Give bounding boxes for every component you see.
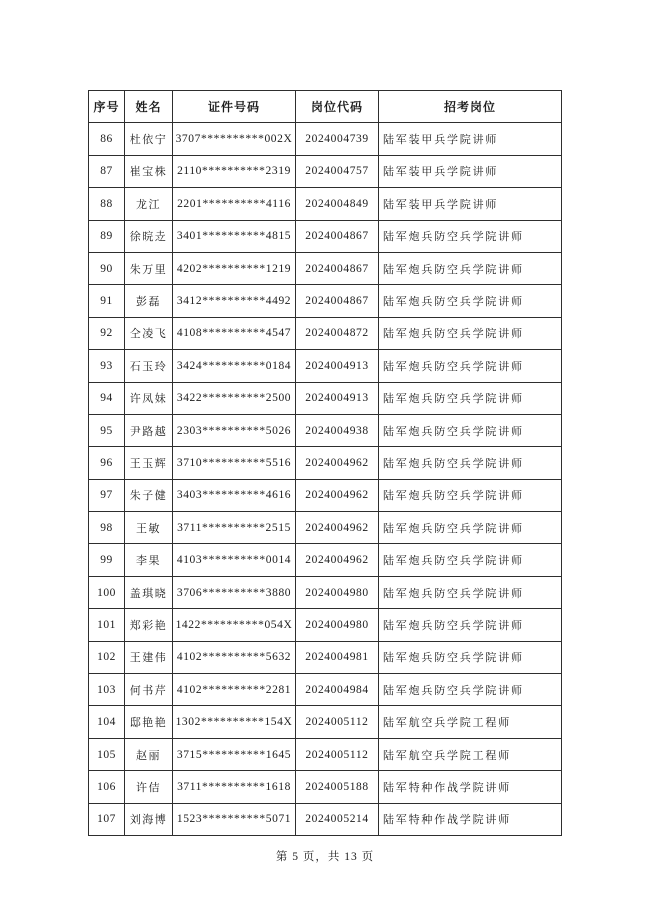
cell-name: 盖琪晓 <box>125 576 173 608</box>
table-row <box>89 317 562 349</box>
table-row <box>89 414 562 446</box>
cell-job-title: 陆军炮兵防空兵学院讲师 <box>379 479 562 511</box>
cell-name: 许佶 <box>125 771 173 803</box>
cell-name: 彭磊 <box>125 285 173 317</box>
column-header-job-title: 招考岗位 <box>379 91 562 123</box>
cell-serial: 93 <box>89 350 125 382</box>
cell-serial: 97 <box>89 479 125 511</box>
cell-job-code: 2024004757 <box>296 155 379 187</box>
cell-job-title: 陆军炮兵防空兵学院讲师 <box>379 317 562 349</box>
cell-name: 刘海博 <box>125 803 173 835</box>
cell-name: 朱子健 <box>125 479 173 511</box>
table-row <box>89 576 562 608</box>
cell-id-number: 4102**********5632 <box>173 641 296 673</box>
cell-job-code: 2024004938 <box>296 414 379 446</box>
cell-name: 郑彩艳 <box>125 609 173 641</box>
cell-job-code: 2024005188 <box>296 771 379 803</box>
cell-id-number: 3422**********2500 <box>173 382 296 414</box>
cell-id-number: 4108**********4547 <box>173 317 296 349</box>
cell-job-code: 2024004867 <box>296 220 379 252</box>
table-row <box>89 544 562 576</box>
table-body <box>89 123 562 836</box>
cell-id-number: 1422**********054X <box>173 609 296 641</box>
cell-serial: 96 <box>89 447 125 479</box>
cell-job-code: 2024004913 <box>296 382 379 414</box>
cell-job-title: 陆军航空兵学院工程师 <box>379 706 562 738</box>
cell-id-number: 4102**********2281 <box>173 674 296 706</box>
cell-job-code: 2024004962 <box>296 544 379 576</box>
cell-id-number: 4202**********1219 <box>173 252 296 284</box>
cell-id-number: 3401**********4815 <box>173 220 296 252</box>
cell-id-number: 3412**********4492 <box>173 285 296 317</box>
cell-name: 赵丽 <box>125 738 173 770</box>
cell-name: 石玉玲 <box>125 350 173 382</box>
cell-job-title: 陆军炮兵防空兵学院讲师 <box>379 285 562 317</box>
cell-job-title: 陆军炮兵防空兵学院讲师 <box>379 512 562 544</box>
cell-job-code: 2024004872 <box>296 317 379 349</box>
cell-id-number: 1523**********5071 <box>173 803 296 835</box>
cell-name: 仝凌飞 <box>125 317 173 349</box>
cell-job-title: 陆军炮兵防空兵学院讲师 <box>379 447 562 479</box>
cell-job-code: 2024005214 <box>296 803 379 835</box>
cell-job-title: 陆军炮兵防空兵学院讲师 <box>379 414 562 446</box>
cell-serial: 102 <box>89 641 125 673</box>
cell-id-number: 3706**********3880 <box>173 576 296 608</box>
table-row <box>89 803 562 835</box>
cell-job-code: 2024004739 <box>296 123 379 155</box>
cell-job-title: 陆军炮兵防空兵学院讲师 <box>379 674 562 706</box>
cell-name: 许凤妹 <box>125 382 173 414</box>
cell-name: 崔宝株 <box>125 155 173 187</box>
column-header-id-number: 证件号码 <box>173 91 296 123</box>
cell-job-code: 2024004849 <box>296 188 379 220</box>
cell-job-code: 2024004980 <box>296 576 379 608</box>
cell-name: 杜依宁 <box>125 123 173 155</box>
cell-name: 王玉辉 <box>125 447 173 479</box>
cell-name: 徐晥赱 <box>125 220 173 252</box>
cell-job-title: 陆军装甲兵学院讲师 <box>379 155 562 187</box>
cell-id-number: 3707**********002X <box>173 123 296 155</box>
cell-job-code: 2024004980 <box>296 609 379 641</box>
cell-job-code: 2024004913 <box>296 350 379 382</box>
table-row <box>89 447 562 479</box>
cell-serial: 103 <box>89 674 125 706</box>
cell-serial: 87 <box>89 155 125 187</box>
cell-job-title: 陆军炮兵防空兵学院讲师 <box>379 576 562 608</box>
cell-job-title: 陆军炮兵防空兵学院讲师 <box>379 350 562 382</box>
cell-job-title: 陆军炮兵防空兵学院讲师 <box>379 609 562 641</box>
cell-serial: 88 <box>89 188 125 220</box>
cell-name: 王敏 <box>125 512 173 544</box>
table-row <box>89 350 562 382</box>
cell-job-code: 2024005112 <box>296 738 379 770</box>
cell-job-title: 陆军炮兵防空兵学院讲师 <box>379 544 562 576</box>
cell-serial: 107 <box>89 803 125 835</box>
cell-serial: 104 <box>89 706 125 738</box>
cell-name: 何书芹 <box>125 674 173 706</box>
cell-serial: 101 <box>89 609 125 641</box>
cell-serial: 99 <box>89 544 125 576</box>
table-row <box>89 609 562 641</box>
cell-job-title: 陆军炮兵防空兵学院讲师 <box>379 641 562 673</box>
cell-id-number: 2110**********2319 <box>173 155 296 187</box>
table-row <box>89 252 562 284</box>
cell-serial: 100 <box>89 576 125 608</box>
table-row <box>89 479 562 511</box>
cell-serial: 89 <box>89 220 125 252</box>
table-row <box>89 123 562 155</box>
cell-name: 王建伟 <box>125 641 173 673</box>
cell-job-code: 2024005112 <box>296 706 379 738</box>
cell-id-number: 3711**********1618 <box>173 771 296 803</box>
table-row <box>89 285 562 317</box>
cell-id-number: 3424**********0184 <box>173 350 296 382</box>
cell-serial: 106 <box>89 771 125 803</box>
cell-name: 尹路越 <box>125 414 173 446</box>
cell-job-code: 2024004984 <box>296 674 379 706</box>
cell-name: 邸艳艳 <box>125 706 173 738</box>
cell-name: 朱万里 <box>125 252 173 284</box>
cell-serial: 91 <box>89 285 125 317</box>
table-row <box>89 706 562 738</box>
table-row <box>89 155 562 187</box>
cell-job-title: 陆军装甲兵学院讲师 <box>379 188 562 220</box>
column-header-job-code: 岗位代码 <box>296 91 379 123</box>
cell-id-number: 3711**********2515 <box>173 512 296 544</box>
cell-job-title: 陆军航空兵学院工程师 <box>379 738 562 770</box>
cell-serial: 92 <box>89 317 125 349</box>
cell-id-number: 4103**********0014 <box>173 544 296 576</box>
table-row <box>89 674 562 706</box>
column-header-name: 姓名 <box>125 91 173 123</box>
cell-serial: 95 <box>89 414 125 446</box>
table-row <box>89 641 562 673</box>
cell-job-title: 陆军装甲兵学院讲师 <box>379 123 562 155</box>
cell-name: 龙江 <box>125 188 173 220</box>
cell-job-title: 陆军炮兵防空兵学院讲师 <box>379 382 562 414</box>
cell-name: 李果 <box>125 544 173 576</box>
table-row <box>89 771 562 803</box>
cell-serial: 90 <box>89 252 125 284</box>
cell-job-code: 2024004981 <box>296 641 379 673</box>
cell-serial: 98 <box>89 512 125 544</box>
cell-id-number: 2303**********5026 <box>173 414 296 446</box>
cell-job-title: 陆军特种作战学院讲师 <box>379 803 562 835</box>
table-row <box>89 512 562 544</box>
cell-id-number: 3710**********5516 <box>173 447 296 479</box>
table-row <box>89 738 562 770</box>
cell-job-code: 2024004867 <box>296 252 379 284</box>
cell-id-number: 3715**********1645 <box>173 738 296 770</box>
cell-id-number: 3403**********4616 <box>173 479 296 511</box>
table-header <box>89 91 562 123</box>
header-row <box>89 91 562 123</box>
cell-job-title: 陆军炮兵防空兵学院讲师 <box>379 220 562 252</box>
cell-job-code: 2024004867 <box>296 285 379 317</box>
cell-job-code: 2024004962 <box>296 447 379 479</box>
cell-job-code: 2024004962 <box>296 512 379 544</box>
cell-job-title: 陆军炮兵防空兵学院讲师 <box>379 252 562 284</box>
table-row <box>89 188 562 220</box>
table-row <box>89 220 562 252</box>
column-header-serial: 序号 <box>89 91 125 123</box>
cell-job-title: 陆军特种作战学院讲师 <box>379 771 562 803</box>
cell-serial: 94 <box>89 382 125 414</box>
cell-job-code: 2024004962 <box>296 479 379 511</box>
cell-serial: 105 <box>89 738 125 770</box>
cell-serial: 86 <box>89 123 125 155</box>
page-footer: 第 5 页，共 13 页 <box>275 851 375 863</box>
table-row <box>89 382 562 414</box>
cell-id-number: 1302**********154X <box>173 706 296 738</box>
candidate-roster-table <box>88 90 562 836</box>
cell-id-number: 2201**********4116 <box>173 188 296 220</box>
